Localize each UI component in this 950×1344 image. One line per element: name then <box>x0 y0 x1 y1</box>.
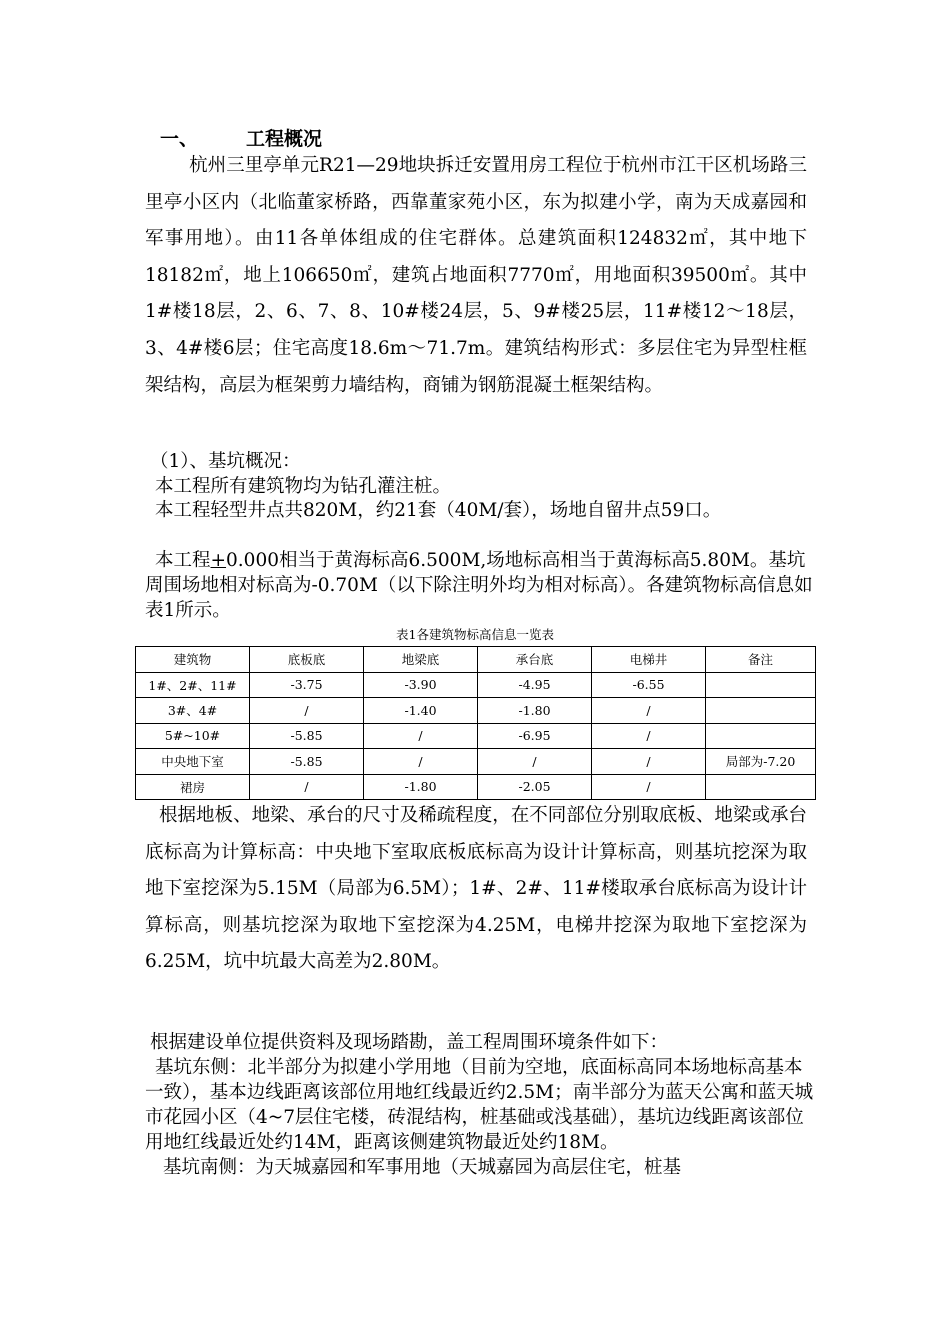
elevation-post: 0.000相当于黄海标高6.500M,场地标高相当于黄海标高5.80M。基坑周围场地相对标高为-0.70M（以下除注明外均为相对标高）。各建筑物标高信息如表1所示。 <box>145 550 813 621</box>
table-cell <box>706 672 816 698</box>
table-cell: -1.80 <box>478 698 592 724</box>
table-cell: -1.80 <box>364 774 478 800</box>
table-cell: 中央地下室 <box>136 749 250 775</box>
table-cell: / <box>592 774 706 800</box>
table-cell: / <box>592 749 706 775</box>
table-caption: 表1各建筑物标高信息一览表 <box>396 627 554 642</box>
table-cell: 局部为-7.20 <box>706 749 816 775</box>
table-cell <box>706 723 816 749</box>
table-cell: -1.40 <box>364 698 478 724</box>
plus-minus-sign: + <box>210 550 227 571</box>
intro-text: 杭州三里亭单元R21—29地块拆迁安置用房工程位于杭州市江干区机场路三里亭小区内（北临董家桥路，西靠董家苑小区，东为拟建小学，南为天成嘉园和军事用地）。由11各单体组成的住宅群体。总建筑面积124832㎡，其中地下18182㎡，地上106650㎡，建筑占地面积7770㎡，用地面积39500㎡。其中1#楼18层，2、6、7、8、10#楼24层，5、9#楼25层，11#楼12～18层，3、4#楼6层；住宅高度18.6m～71.7m。建筑结构形式：多层住宅为异型柱框架结构，高层为框架剪力墙结构，商铺为钢筋混凝土框架结构。 <box>145 155 807 396</box>
elevation-pre: 本工程 <box>155 550 211 571</box>
header-cell: 备注 <box>706 647 816 673</box>
south-paragraph <box>145 1155 815 1180</box>
table-cell: -6.55 <box>592 672 706 698</box>
table-row <box>136 749 816 775</box>
pile-paragraph: 本工程所有建筑物均为钻孔灌注桩。 <box>155 476 452 497</box>
east-paragraph <box>145 1055 815 1155</box>
elevation-table <box>135 646 816 800</box>
table-cell: -5.85 <box>250 723 364 749</box>
table-header-row <box>136 647 816 673</box>
header-cell: 地梁底 <box>364 647 478 673</box>
east-text: 基坑东侧：北半部分为拟建小学用地（目前为空地，底面标高同本场地标高基本一致），基本边线距离该部位用地红线最近约2.5M；南半部分为蓝天公寓和蓝天城市花园小区（4~7层住宅楼，砖混结构，桩基础或浅基础），基坑边线距离该部位用地红线最近处约14M，距离该侧建筑物最近处约18M。 <box>145 1057 814 1153</box>
table-cell: -5.85 <box>250 749 364 775</box>
table-row <box>136 774 816 800</box>
table-cell: 3#、4# <box>136 698 250 724</box>
south-text: 基坑南侧：为天城嘉园和军事用地（天城嘉园为高层住宅，桩基 <box>163 1157 682 1178</box>
table-cell: / <box>250 774 364 800</box>
table-row <box>136 672 816 698</box>
header-cell: 底板底 <box>250 647 364 673</box>
wellpoint-text: 本工程轻型井点共820M，约21套（40M/套），场地自留井点59口。 <box>155 500 722 521</box>
header-cell: 建筑物 <box>136 647 250 673</box>
calc-text: 根据地板、地梁、承台的尺寸及稀疏程度，在不同部位分别取底板、地梁或承台底标高为计算标高：中央地下室取底板底标高为设计计算标高，则基坑挖深为取地下室挖深为5.15M（局部为6.5M）；1#、2#、11#楼取承台底标高为设计计算标高，则基坑挖深为取地下室挖深为4.25M，电梯井挖深为取地下室挖深为6.25M，坑中坑最大高差为2.80M。 <box>145 805 807 973</box>
intro-paragraph <box>145 148 807 404</box>
table-cell: / <box>364 723 478 749</box>
table-cell: / <box>478 749 592 775</box>
table-cell: -6.95 <box>478 723 592 749</box>
table-row <box>136 698 816 724</box>
table-cell: -3.75 <box>250 672 364 698</box>
table-cell: / <box>592 698 706 724</box>
heading-title: 工程概况 <box>246 128 323 150</box>
table-cell: -2.05 <box>478 774 592 800</box>
table-row <box>136 723 816 749</box>
environment-intro: 根据建设单位提供资料及现场踏勘，盖工程周围环境条件如下： <box>150 1032 669 1053</box>
heading-number: 一、 <box>160 128 199 150</box>
table-cell: -4.95 <box>478 672 592 698</box>
foundation-subheading: （1）、基坑概况： <box>150 451 301 472</box>
table-cell: / <box>364 749 478 775</box>
table-cell <box>706 774 816 800</box>
table-cell: 1#、2#、11# <box>136 672 250 698</box>
table-cell: -3.90 <box>364 672 478 698</box>
table-cell <box>706 698 816 724</box>
table-cell: / <box>250 698 364 724</box>
elevation-paragraph <box>145 548 815 623</box>
header-cell: 承台底 <box>478 647 592 673</box>
wellpoint-paragraph <box>145 498 815 523</box>
table-cell: 5#~10# <box>136 723 250 749</box>
section-heading <box>160 124 322 151</box>
table-cell: 裙房 <box>136 774 250 800</box>
header-cell: 电梯井 <box>592 647 706 673</box>
calc-paragraph <box>145 798 807 981</box>
table-cell: / <box>592 723 706 749</box>
